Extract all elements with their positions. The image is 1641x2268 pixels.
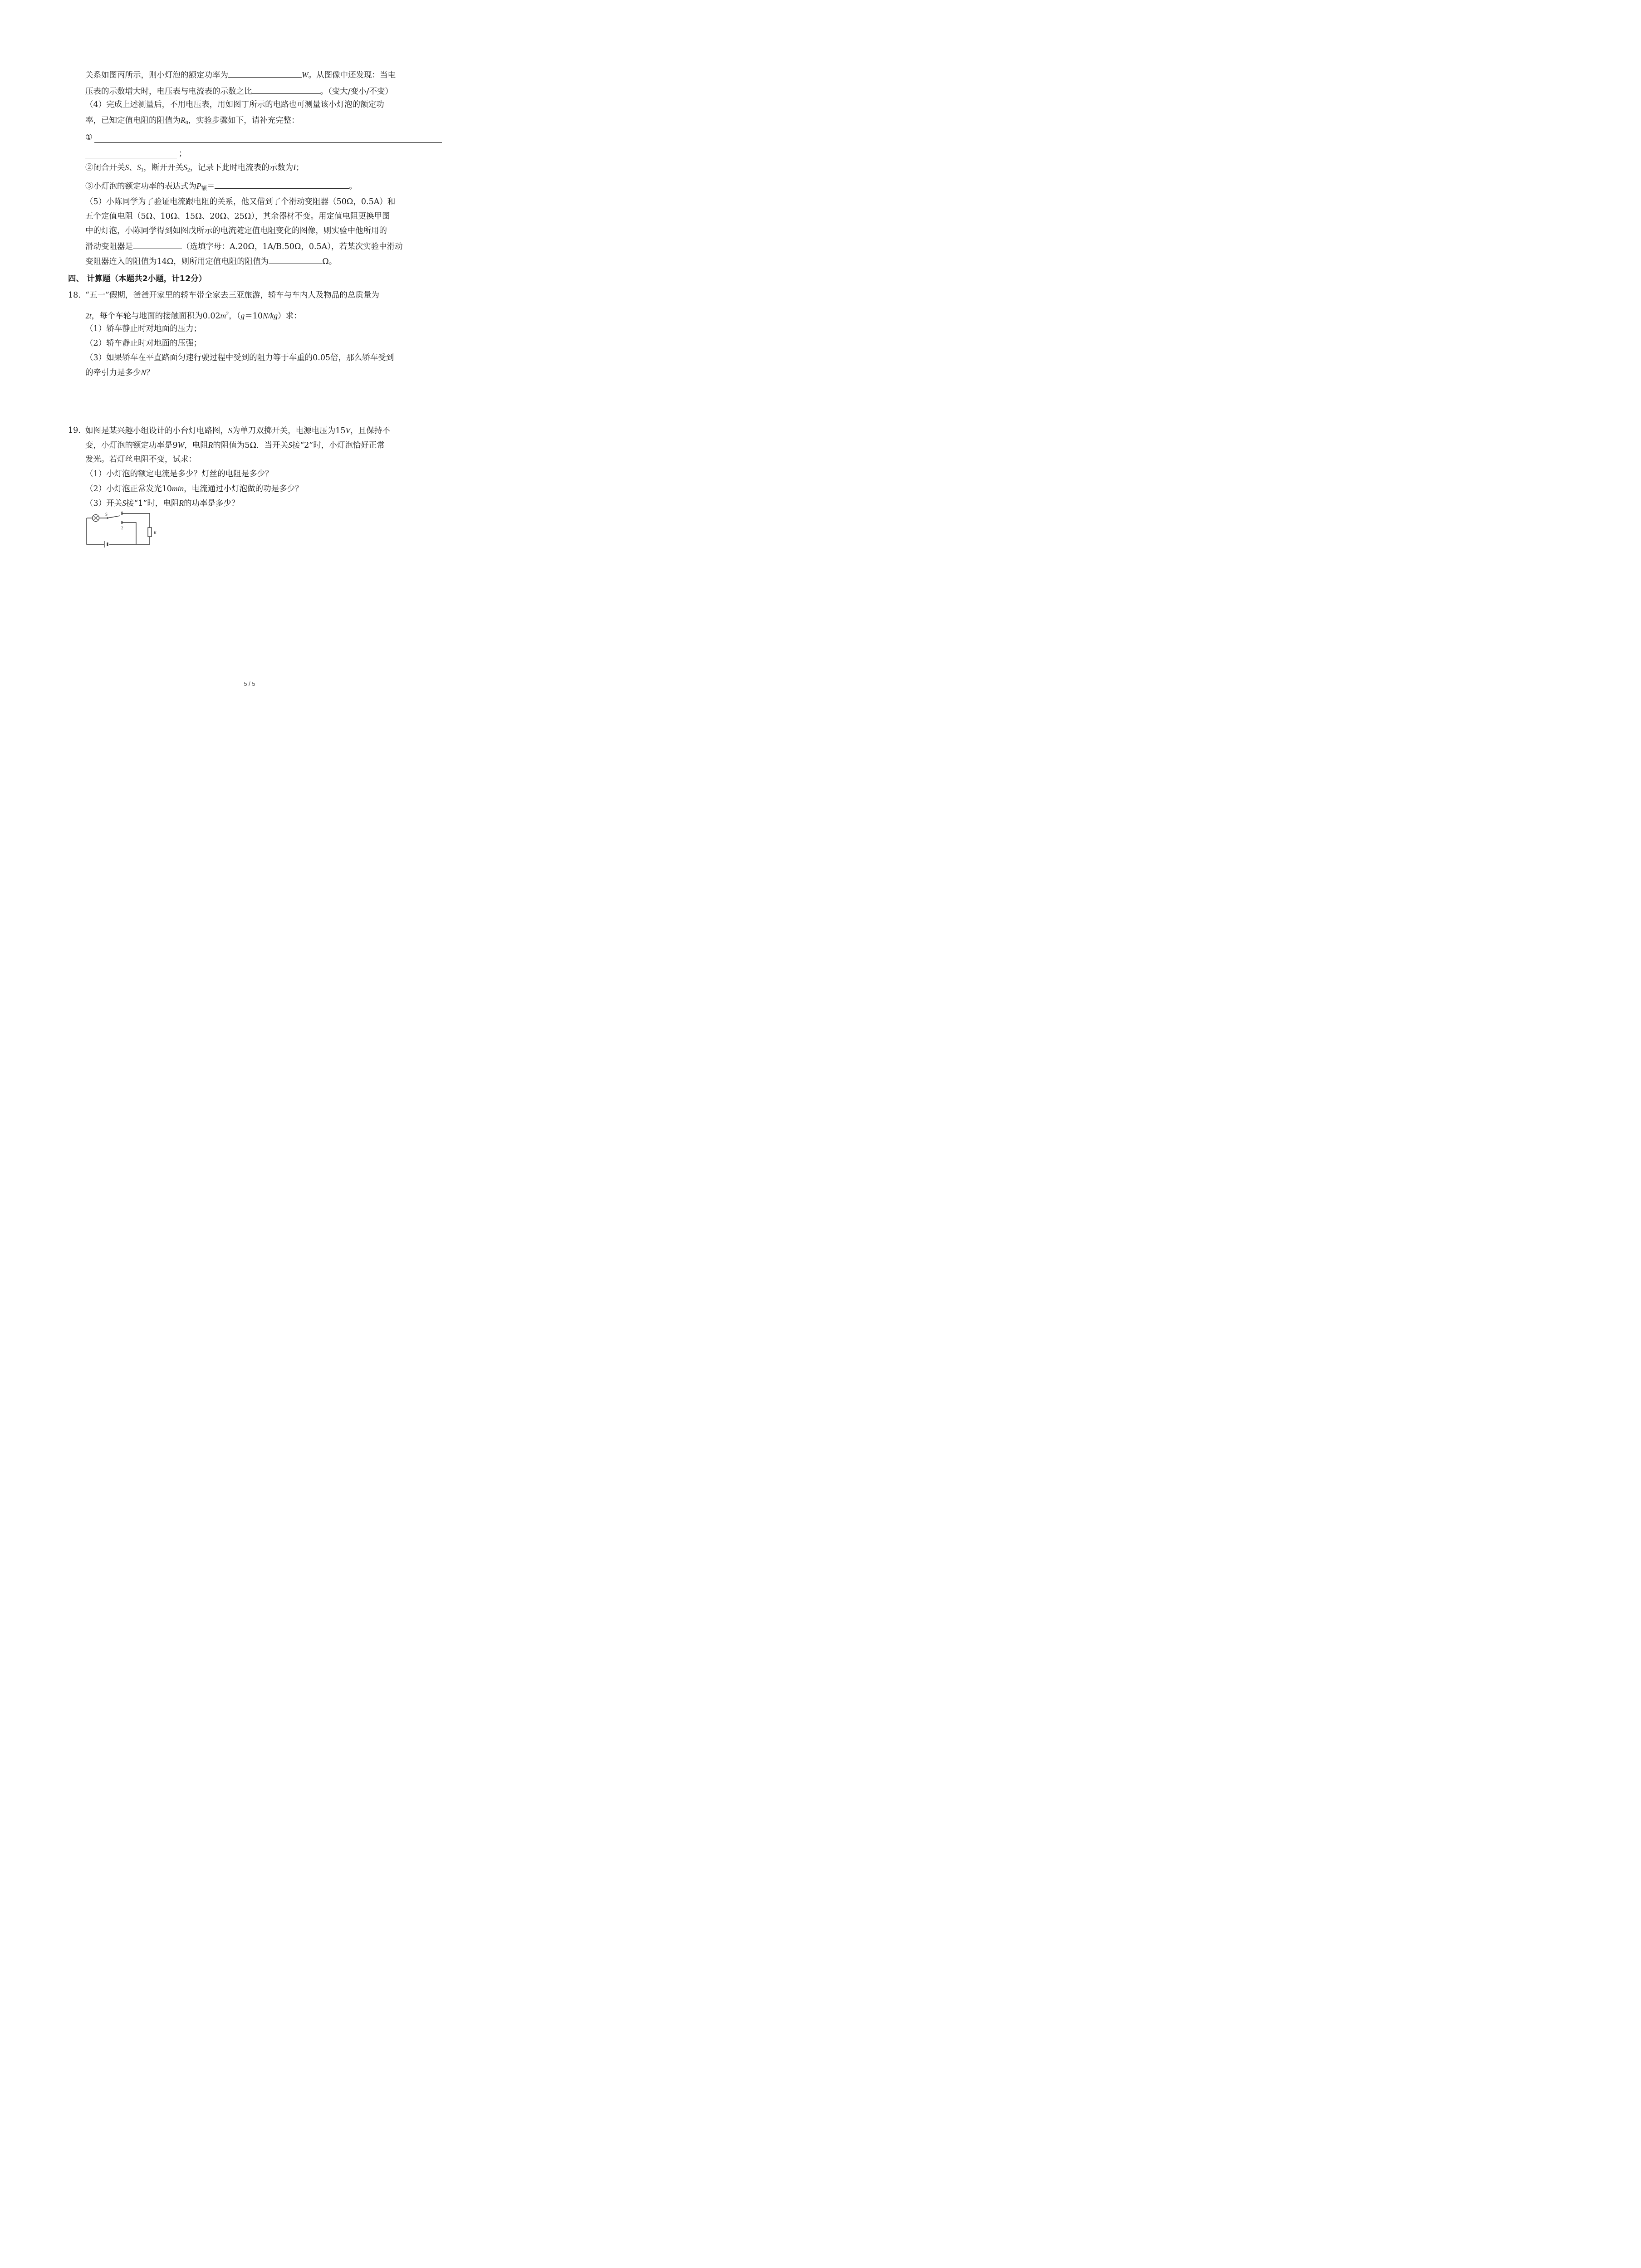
terminal-2-icon bbox=[122, 521, 123, 524]
wire-left bbox=[87, 518, 104, 544]
resistor-label: R bbox=[154, 530, 157, 535]
q18-line-2: 2t，每个车轮与地面的接触面积为$0.02m^2$，（g＝10N/kg）求： bbox=[85, 310, 302, 321]
answer-blank-rheostat[interactable] bbox=[133, 240, 182, 249]
resistor-icon bbox=[148, 528, 152, 537]
step-1-end: ； bbox=[179, 149, 187, 158]
wire-resistor-bottom bbox=[136, 537, 150, 544]
q17-line-3: （4）完成上述测量后，不用电压表，用如图丁所示的电路也可测量该小灯泡的额定功 bbox=[85, 100, 384, 109]
q18-part-1: （1）轿车静止时对地面的压力； bbox=[85, 324, 202, 333]
q19-number: 19. bbox=[68, 426, 81, 435]
terminal-1-label: 1 bbox=[121, 510, 123, 515]
q17-line-7: 中的灯泡，小陈同学得到如图戊所示的电流随定值电阻变化的图像，则实验中他所用的 bbox=[85, 226, 387, 235]
q19-line-3: 发光。若灯丝电阻不变，试求： bbox=[85, 455, 196, 464]
switch-blade bbox=[108, 516, 120, 518]
step-3: ③小灯泡的额定功率的表达式为$P_额=$ 。 bbox=[85, 180, 357, 193]
answer-blank-rated-power[interactable] bbox=[228, 69, 302, 78]
q19-line-1: 如图是某兴趣小组设计的小台灯电路图，S为单刀双掷开关，电源电压为15V，且保持不 bbox=[85, 426, 390, 435]
answer-blank-ratio[interactable] bbox=[252, 85, 320, 94]
q17-line-9: 变阻器连入的阻值为14Ω，则所用定值电阻的阻值为 Ω。 bbox=[85, 255, 337, 267]
q18-part-3: （3）如果轿车在平直路面匀速行驶过程中受到的阻力等于车重的0.05倍，那么轿车受到 bbox=[85, 353, 394, 362]
q17-line-5: （5）小陈同学为了验证电流跟电阻的关系，他又借到了个滑动变阻器（50Ω，0.5A）和 bbox=[85, 197, 396, 206]
q19-line-2: 变，小灯泡的额定功率是9W，电阻R的阻值为5Ω．当开关S接“2”时，小灯泡恰好正常 bbox=[85, 440, 385, 450]
q17-line-6: 五个定值电阻（5Ω、10Ω、15Ω、20Ω、25Ω），其余器材不变。用定值电阻更换甲图 bbox=[85, 212, 390, 221]
terminal-2-label: 2 bbox=[121, 526, 123, 530]
q17-line-8: 滑动变阻器是 （选填字母：A.20Ω，1A/B.50Ω，0.5A），若某次实验中滑动 bbox=[85, 240, 403, 252]
step-1-label: ① bbox=[85, 133, 93, 142]
q19-part-3: （3）开关S接“1”时，电阻R的功率是多少？ bbox=[85, 499, 240, 508]
q17-line-1: 关系如图丙所示，则小灯泡的额定功率为 W。从图像中还发现：当电 bbox=[85, 69, 396, 80]
lamp-icon bbox=[93, 515, 99, 522]
answer-blank-resistance[interactable] bbox=[269, 255, 322, 264]
answer-blank-step-1a[interactable] bbox=[94, 142, 442, 143]
q17-line-4: 率，已知定值电阻的阻值为$R_0$，实验步骤如下，请补充完整： bbox=[85, 116, 299, 126]
q18-part-3-cont: 的牵引力是多少N？ bbox=[85, 368, 154, 377]
q18-line-1: “五一”假期，爸爸开家里的轿车带全家去三亚旅游，轿车与车内人及物品的总质量为 bbox=[85, 291, 379, 300]
step-2: ②闭合开关S、$S_1$，断开开关$S_2$，记录下此时电流表的示数为I； bbox=[85, 163, 304, 173]
q18-number: 18. bbox=[68, 291, 81, 300]
page-number: 5 / 5 bbox=[244, 680, 255, 687]
answer-blank-power-expression[interactable] bbox=[215, 180, 349, 189]
circuit-diagram bbox=[84, 510, 161, 548]
battery-icon bbox=[105, 541, 108, 547]
wire-terminal-2 bbox=[122, 523, 136, 544]
switch-pivot-icon bbox=[107, 517, 108, 519]
q19-part-1: （1）小灯泡的额定电流是多少？灯丝的电阻是多少？ bbox=[85, 469, 273, 479]
q17-line-2: 压表的示数增大时，电压表与电流表的示数之比 。（变大/变小/不变） bbox=[85, 85, 393, 97]
q18-part-2: （2）轿车静止时对地面的压强； bbox=[85, 339, 202, 348]
q19-part-2: （2）小灯泡正常发光10min，电流通过小灯泡做的功是多少？ bbox=[85, 484, 303, 494]
switch-label: S bbox=[105, 512, 108, 517]
section-heading: 四、 计算题（本题共2小题，计12分） bbox=[68, 274, 207, 284]
